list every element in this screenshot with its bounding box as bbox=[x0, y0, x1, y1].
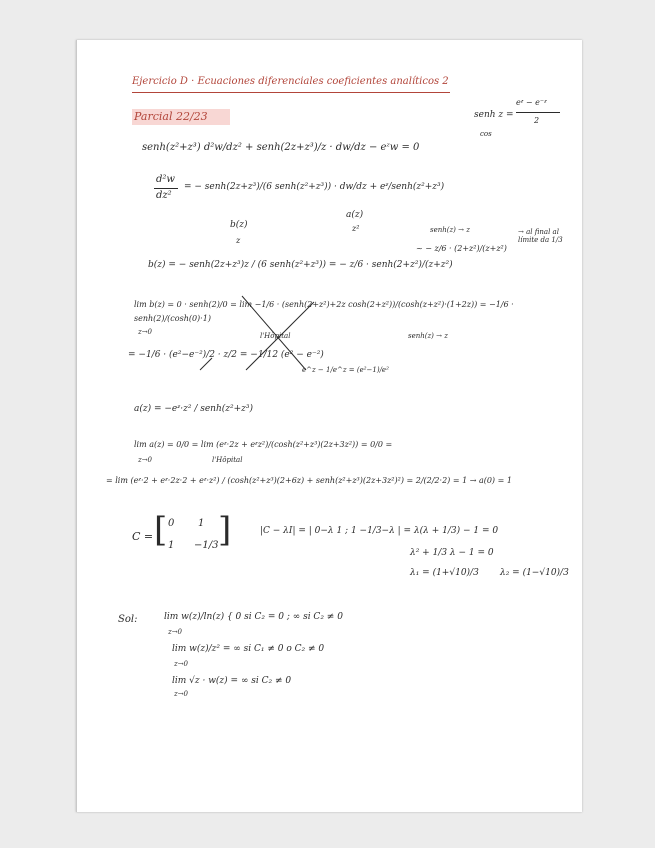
solution-line-3: lim √z · w(z) = ∞ si C₂ ≠ 0 bbox=[172, 676, 292, 686]
euler-note: e^z − 1/e^z = (e²−1)/e² bbox=[302, 366, 389, 374]
limit-note: → al final al límite da 1/3 bbox=[518, 228, 563, 244]
hopital-note-1: l'Hôpital bbox=[260, 332, 291, 340]
solution-sub-3: z→0 bbox=[174, 690, 189, 698]
matrix-c21: 1 bbox=[168, 540, 175, 551]
sinh-definition-denominator: 2 bbox=[534, 116, 540, 125]
solution-line-2: lim w(z)/z² = ∞ si C₁ ≠ 0 o C₂ ≠ 0 bbox=[172, 644, 325, 654]
az-marker-den: z² bbox=[352, 224, 360, 233]
sinh-definition-numerator: eᶻ − e⁻ᶻ bbox=[516, 98, 547, 107]
matrix-left-bracket: [ bbox=[154, 510, 168, 550]
hopital-note-2: l'Hôpital bbox=[212, 456, 243, 464]
ode-d2w: d²w bbox=[156, 174, 175, 185]
bz-limit: lim b(z) = 0 · senh(2)/0 = lim −1/6 · (senh(2+z²)+2z cosh(2+z²))/(cosh(z+z²)·(1+2z)) = −1/6 · senh(2)/(cosh(0)·1) bbox=[134, 300, 514, 323]
exam-subtitle: Parcial 22/23 bbox=[134, 110, 208, 123]
cos-note: cos bbox=[480, 130, 492, 138]
bz-limit-sub: z→0 bbox=[138, 328, 153, 336]
eigenvalue-1: λ₁ = (1+√10)/3 bbox=[410, 568, 479, 578]
matrix-c11: 0 bbox=[168, 518, 175, 529]
senh-approx-note: senh(z) → z bbox=[430, 226, 470, 234]
az-limit-sub: z→0 bbox=[138, 456, 153, 464]
eigenvalue-2: λ₂ = (1−√10)/3 bbox=[500, 568, 569, 578]
matrix-c22: −1/3 bbox=[194, 540, 219, 551]
ode-dz2: dz² bbox=[156, 190, 172, 201]
az-limit-1: lim a(z) = 0/0 = lim (eᶻ·2z + eᶻz²)/(cosh(z²+z³)(2z+3z²)) = 0/0 = bbox=[134, 440, 393, 449]
sinh-definition-left: senh z = bbox=[474, 110, 514, 120]
cross-out-lines bbox=[76, 40, 582, 812]
matrix-right-bracket: ] bbox=[218, 510, 232, 550]
solution-line-1: lim w(z)/ln(z) { 0 si C₂ = 0 ; ∞ si C₂ ≠ 0 bbox=[164, 612, 343, 622]
matrix-label: C = bbox=[132, 530, 154, 543]
bz-expression: b(z) = − senh(2z+z³)z / (6 senh(z²+z³)) = − z/6 · senh(2+z²)/(z+z²) bbox=[148, 260, 453, 270]
bz-marker: b(z) bbox=[230, 220, 248, 230]
az-marker: a(z) bbox=[346, 210, 364, 220]
az-limit-2: = lim (eᶻ·2 + eᶻ·2z·2 + eᶻ·z²) / (cosh(z²+z³)(2+6z) + senh(z²+z³)(2z+3z²)²) = 2/(2/2·2) = 1 → a(0) = 1 bbox=[106, 476, 512, 485]
solution-label: Sol: bbox=[118, 614, 138, 625]
bz-approx: ~ − z/6 · (2+z²)/(z+z²) bbox=[416, 244, 507, 253]
exercise-title: Ejercicio D · Ecuaciones diferenciales coeficientes analíticos 2 bbox=[132, 76, 449, 87]
characteristic-determinant: |C − λI| = | 0−λ 1 ; 1 −1/3−λ | = λ(λ + 1/3) − 1 = 0 bbox=[260, 526, 499, 536]
bz-result: = −1/6 · (e²−e⁻²)/2 · z/2 = −1/12 (e² − e⁻²) bbox=[128, 350, 324, 360]
characteristic-quadratic: λ² + 1/3 λ − 1 = 0 bbox=[410, 548, 494, 558]
solution-sub-1: z→0 bbox=[168, 628, 183, 636]
matrix-c12: 1 bbox=[198, 518, 205, 529]
paper-sheet bbox=[76, 40, 582, 812]
az-definition: a(z) = −eᶻ·z² / senh(z²+z³) bbox=[134, 404, 254, 414]
ode-rhs: = − senh(2z+z³)/(6 senh(z²+z³)) · dw/dz + eᶻ/senh(z²+z³) bbox=[184, 182, 445, 192]
bz-marker-den: z bbox=[236, 236, 241, 245]
main-ode: senh(z²+z³) d²w/dz² + senh(2z+z³)/z · dw/dz − eᶻw = 0 bbox=[142, 142, 420, 153]
senh-approx-note-2: senh(z) → z bbox=[408, 332, 448, 340]
solution-sub-2: z→0 bbox=[174, 660, 189, 668]
